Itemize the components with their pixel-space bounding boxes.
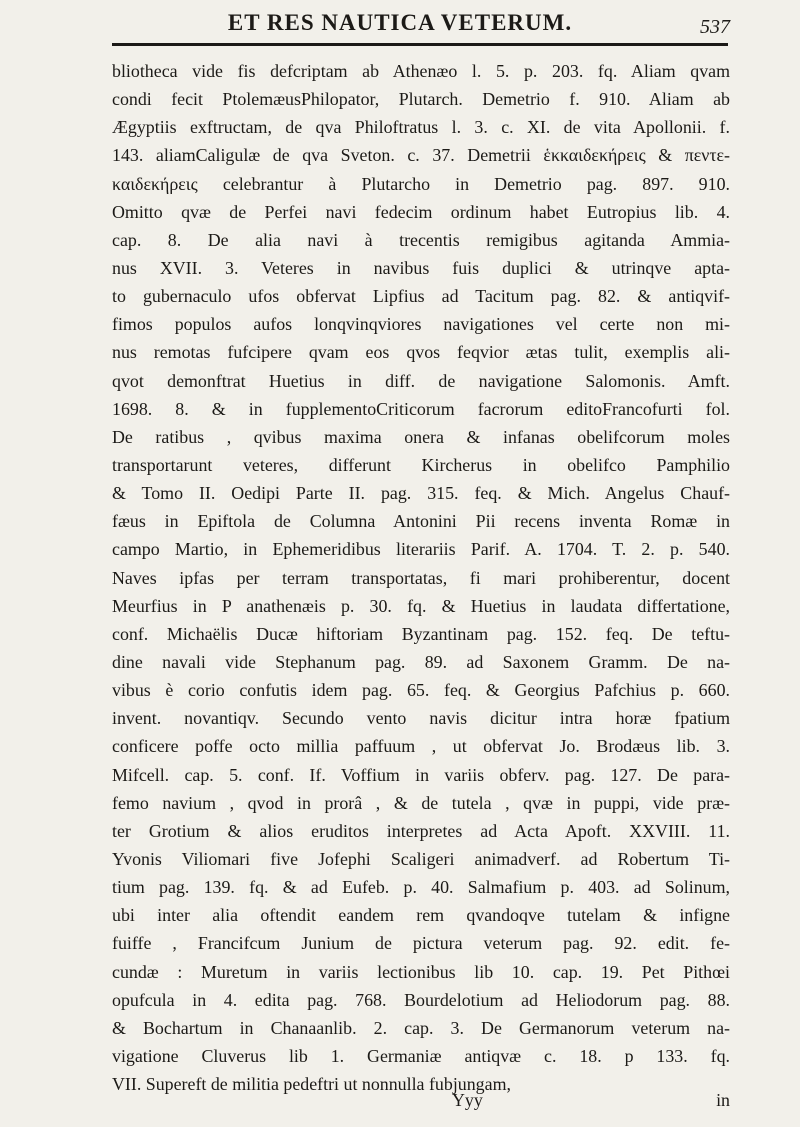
text-line: qvot demonftrat Huetius in diff. de navigatione Salomonis. Amft. (112, 370, 730, 391)
text-line: cap. 8. De alia navi à trecentis remigibus agitanda Ammia- (112, 229, 730, 250)
text-line: transportarunt veteres, differunt Kircherus in obelifco Pamphilio (112, 454, 730, 475)
text-line: tium pag. 139. fq. & ad Eufeb. p. 40. Salmafium p. 403. ad Solinum, (112, 877, 730, 898)
text-line: condi fecit PtolemæusPhilopator, Plutarch. Demetrio f. 910. Aliam ab (112, 89, 730, 110)
text-line: campo Martio, in Ephemeridibus literariis Parif. A. 1704. T. 2. p. 540. (112, 539, 730, 560)
text-line: 1698. 8. & in fupplementoCriticorum facrorum editoFrancofurti fol. (112, 398, 730, 419)
text-line: ubi inter alia oftendit eandem rem qvandoqve tutelam & infigne (112, 905, 730, 926)
text-line: 143. aliamCaligulæ de qva Sveton. c. 37. Demetrii ἑκκαιδεκήρεις & πεντε- (112, 145, 730, 166)
text-line: VII. Supereft de militia pedeftri ut nonnulla fubjungam, (112, 1074, 511, 1095)
text-line: nus remotas fufcipere qvam eos qvos feqvior ætas tulit, exemplis ali- (112, 342, 730, 363)
text-line: Naves ipfas per terram transportatas, fi mari prohiberentur, docent (112, 567, 730, 588)
text-line: Yvonis Viliomari five Jofephi Scaligeri animadverf. ad Robertum Ti- (112, 848, 730, 869)
text-line: fimos populos aufos lonqvinqviores navigationes vel certe non mi- (112, 314, 730, 335)
text-line: bliotheca vide fis defcriptam ab Athenæo l. 5. p. 203. fq. Aliam qvam (112, 61, 730, 81)
text-line: καιδεκήρεις celebrantur à Plutarcho in Demetrio pag. 897. 910. (112, 173, 730, 194)
signature-mark: Yyy (452, 1090, 483, 1110)
text-line: fuiffe , Francifcum Junium de pictura veterum pag. 92. edit. fe- (112, 933, 730, 954)
text-line: to gubernaculo ufos obfervat Lipfius ad Tacitum pag. 82. & antiqvif- (112, 286, 730, 307)
text-line: & Tomo II. Oedipi Parte II. pag. 315. feq. & Mich. Angelus Chauf- (112, 483, 730, 504)
page-footer (112, 1086, 730, 1114)
text-line: vigatione Cluverus lib 1. Germaniæ antiqvæ c. 18. p 133. fq. (112, 1045, 730, 1066)
catchword: in (716, 1090, 730, 1110)
header-rule (112, 43, 728, 46)
text-line: femo navium , qvod in prorâ , & de tutela , qvæ in puppi, vide præ- (112, 792, 730, 813)
text-line: Ægyptiis exftructam, de qva Philoftratus l. 3. c. XI. de vita Apollonii. f. (112, 117, 730, 138)
text-line: conf. Michaëlis Ducæ hiftoriam Byzantinam pag. 152. feq. De teftu- (112, 623, 730, 644)
page-number: 537 (700, 16, 730, 38)
text-line: vibus è corio confutis idem pag. 65. feq. & Georgius Pafchius p. 660. (112, 680, 730, 701)
text-line: & Bochartum in Chanaanlib. 2. cap. 3. De Germanorum veterum na- (112, 1017, 730, 1038)
text-line: Meurfius in P anathenæis p. 30. fq. & Huetius in laudata differtatione, (112, 595, 730, 616)
text-line: opufcula in 4. edita pag. 768. Bourdelotium ad Heliodorum pag. 88. (112, 989, 730, 1010)
running-title: ET RES NAUTICA VETERUM. (227, 10, 573, 35)
text-line: De ratibus , qvibus maxima onera & infanas obelifcorum moles (112, 426, 730, 447)
text-line: dine navali vide Stephanum pag. 89. ad Saxonem Gramm. De na- (112, 651, 730, 672)
text-line: Mifcell. cap. 5. conf. If. Voffium in variis obferv. pag. 127. De para- (112, 764, 730, 785)
text-line: ter Grotium & alios eruditos interpretes ad Acta Apoft. XXVIII. 11. (112, 820, 730, 841)
text-line: nus XVII. 3. Veteres in navibus fuis duplici & utrinqve apta- (112, 257, 730, 278)
page-header (0, 6, 800, 50)
body-text (112, 57, 730, 1098)
text-line: cundæ : Muretum in variis lectionibus lib 10. cap. 19. Pet Pithœi (112, 961, 730, 982)
text-line: fæus in Epiftola de Columna Antonini Pii recens inventa Romæ in (112, 511, 730, 532)
text-line: conficere poffe octo millia paffuum , ut obfervat Jo. Brodæus lib. 3. (112, 736, 730, 757)
text-line: invent. novantiqv. Secundo vento navis dicitur intra horæ fpatium (112, 708, 730, 729)
text-line: Omitto qvæ de Perfei navi fedecim ordinum habet Eutropius lib. 4. (112, 201, 730, 222)
